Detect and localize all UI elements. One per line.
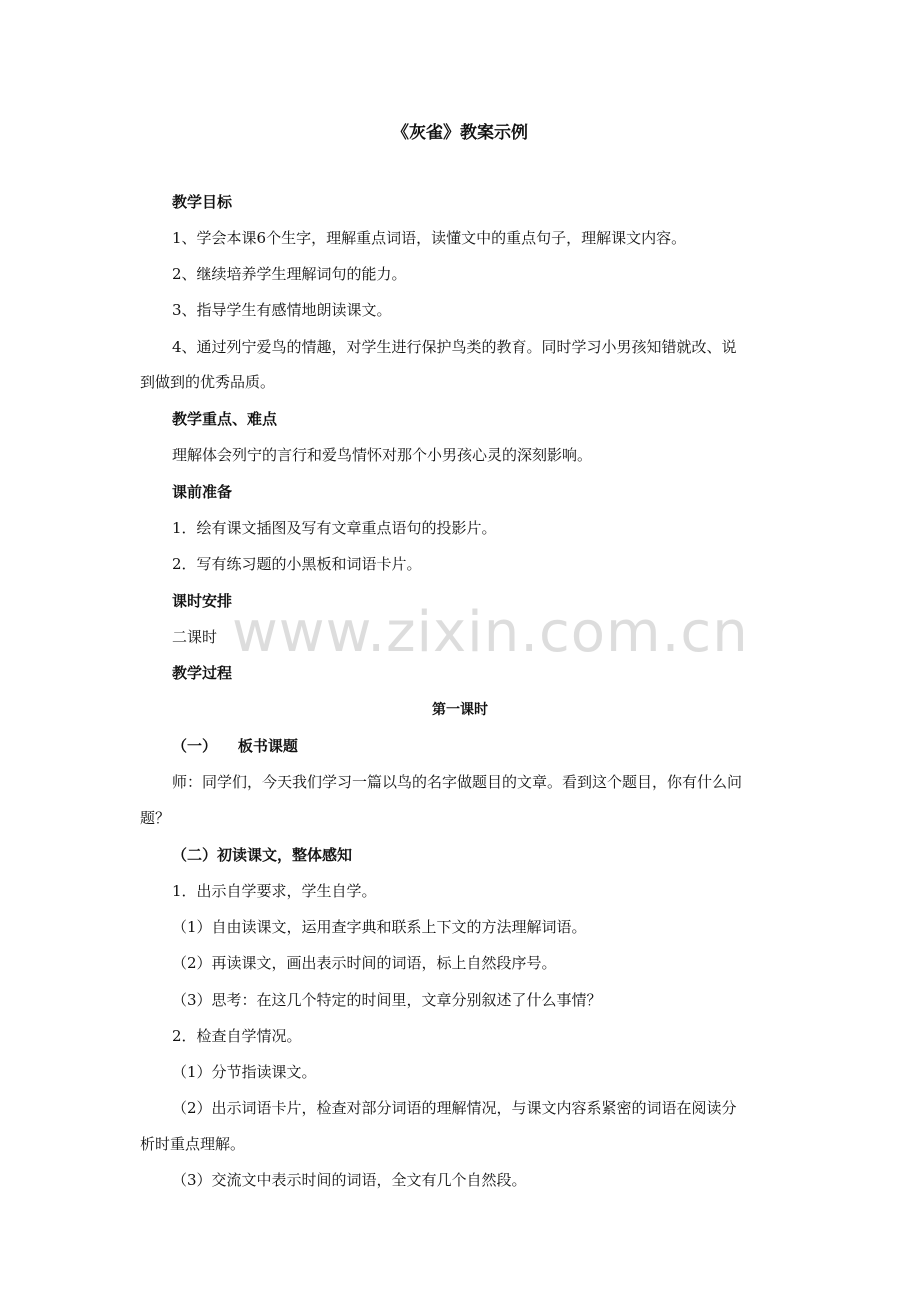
schedule-text: 二课时 bbox=[172, 628, 218, 646]
key-points-heading: 教学重点、难点 bbox=[172, 410, 278, 428]
preparation-item-1: 1．绘有课文插图及写有文章重点语句的投影片。 bbox=[172, 519, 497, 537]
preparation-heading: 课前准备 bbox=[172, 483, 233, 501]
objectives-heading: 教学目标 bbox=[172, 193, 233, 211]
part-two-item-2: 2．检查自学情况。 bbox=[172, 1027, 302, 1045]
schedule-heading: 课时安排 bbox=[172, 592, 233, 610]
part-two-item-1-1: （1）自由读课文，运用查字典和联系上下文的方法理解词语。 bbox=[172, 918, 587, 936]
part-two-item-2-1: （1）分节指读课文。 bbox=[172, 1063, 317, 1081]
part-one-text-line2: 题？ bbox=[140, 809, 171, 827]
part-two-item-1: 1．出示自学要求，学生自学。 bbox=[172, 882, 377, 900]
part-one-heading: （一） 板书课题 bbox=[172, 737, 298, 755]
part-two-item-1-3: （3）思考：在这几个特定的时间里，文章分别叙述了什么事情？ bbox=[172, 991, 602, 1009]
preparation-item-2: 2．写有练习题的小黑板和词语卡片。 bbox=[172, 555, 422, 573]
watermark: www.zixin.com.cn bbox=[232, 600, 749, 665]
objective-2: 2、继续培养学生理解词句的能力。 bbox=[172, 265, 407, 283]
objective-4-line2: 到做到的优秀品质。 bbox=[140, 373, 276, 391]
part-one-text-line1: 师：同学们，今天我们学习一篇以鸟的名字做题目的文章。看到这个题目，你有什么问 bbox=[172, 773, 743, 791]
part-two-item-2-2-line1: （2）出示词语卡片，检查对部分词语的理解情况，与课文内容系紧密的词语在阅读分 bbox=[172, 1099, 737, 1117]
lesson-one-title: 第一课时 bbox=[432, 702, 488, 718]
process-heading: 教学过程 bbox=[172, 664, 233, 682]
part-two-heading: （二）初读课文，整体感知 bbox=[172, 846, 353, 864]
document-title: 《灰雀》教案示例 bbox=[392, 123, 528, 143]
objective-4-line1: 4、通过列宁爱鸟的情趣，对学生进行保护鸟类的教育。同时学习小男孩知错就改、说 bbox=[172, 338, 737, 356]
part-two-item-2-2-line2: 析时重点理解。 bbox=[140, 1135, 246, 1153]
objective-3: 3、指导学生有感情地朗读课文。 bbox=[172, 301, 392, 319]
objective-1: 1、学会本课6个生字，理解重点词语，读懂文中的重点句子，理解课文内容。 bbox=[172, 229, 687, 247]
part-two-item-1-2: （2）再读课文，画出表示时间的词语，标上自然段序号。 bbox=[172, 954, 557, 972]
part-two-item-2-3: （3）交流文中表示时间的词语，全文有几个自然段。 bbox=[172, 1171, 527, 1189]
key-points-text: 理解体会列宁的言行和爱鸟情怀对那个小男孩心灵的深刻影响。 bbox=[172, 446, 593, 464]
